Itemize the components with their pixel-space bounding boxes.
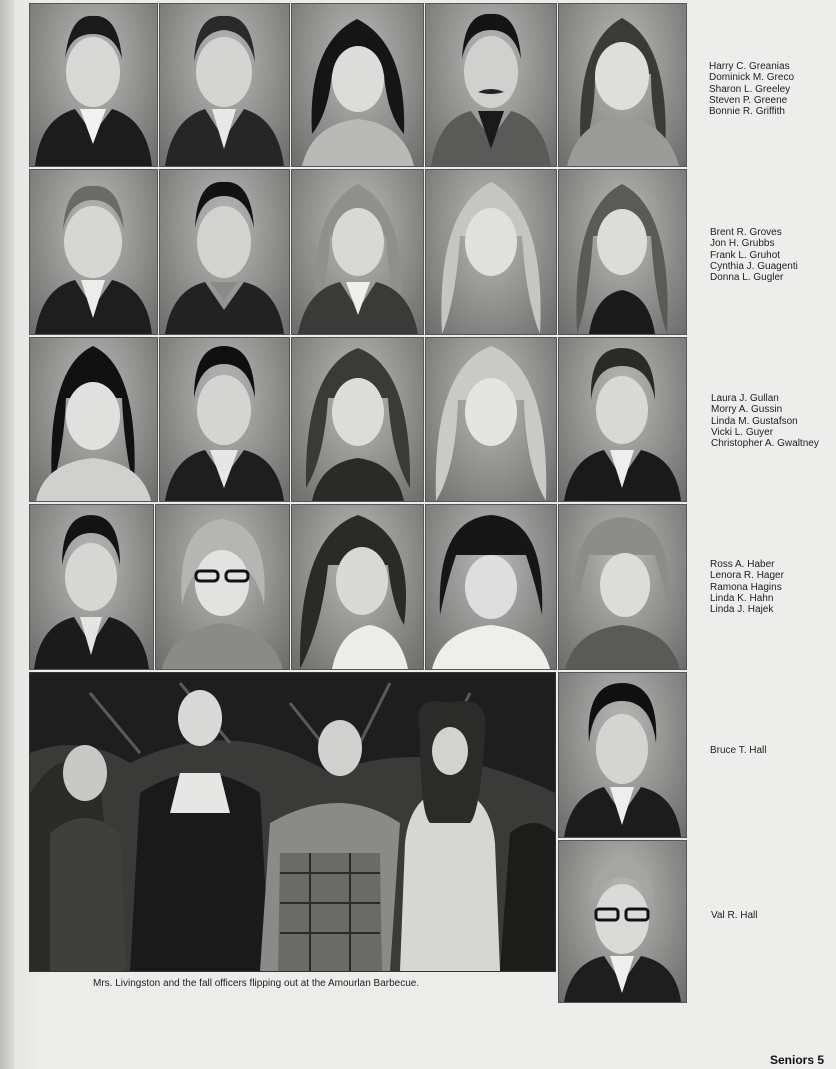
portrait-photo xyxy=(29,337,158,502)
student-name: Sharon L. Greeley xyxy=(709,83,791,95)
student-name: Laura J. Gullan xyxy=(711,393,779,404)
student-name: Linda M. Gustafson xyxy=(711,415,798,427)
portrait-photo xyxy=(425,3,557,167)
student-name: Val R. Hall xyxy=(711,910,758,921)
student-name: Dominick M. Greco xyxy=(709,72,795,84)
name-list xyxy=(711,393,819,449)
student-name: Linda K. Hahn xyxy=(710,592,774,604)
name-list xyxy=(709,61,794,117)
portrait-photo xyxy=(159,3,290,167)
portrait-photo xyxy=(291,504,424,670)
portrait-photo xyxy=(29,504,154,670)
portrait-photo xyxy=(155,504,290,670)
student-name: Jon H. Grubbs xyxy=(710,238,775,250)
portrait-photo xyxy=(558,840,687,1003)
photo-caption: Mrs. Livingston and the fall officers flipping out at the Amourlan Barbecue. xyxy=(93,978,420,989)
name-list xyxy=(710,745,767,756)
student-name: Vicki L. Guyer xyxy=(711,426,774,438)
name-list xyxy=(710,227,798,283)
name-list xyxy=(710,559,784,615)
student-name: Lenora R. Hager xyxy=(710,570,784,582)
student-name: Steven P. Greene xyxy=(709,94,788,106)
group-candid-photo xyxy=(29,672,556,972)
portrait-photo xyxy=(425,169,557,335)
student-name: Christopher A. Gwaltney xyxy=(711,438,819,450)
page-footer: Seniors 5 xyxy=(770,1053,825,1067)
student-name: Ross A. Haber xyxy=(710,559,775,570)
student-name: Bruce T. Hall xyxy=(710,745,767,756)
student-name: Ramona Hagins xyxy=(710,581,782,593)
page-gutter xyxy=(0,0,14,1069)
portrait-photo xyxy=(291,337,424,502)
portrait-photo xyxy=(29,169,158,335)
portrait-photo xyxy=(29,3,158,167)
portrait-photo xyxy=(558,504,687,670)
portrait-photo xyxy=(558,672,687,838)
student-name: Linda J. Hajek xyxy=(710,604,774,616)
student-name: Morry A. Gussin xyxy=(711,404,783,416)
portrait-photo xyxy=(425,337,557,502)
portrait-photo xyxy=(291,3,424,167)
student-name: Brent R. Groves xyxy=(710,227,782,238)
portrait-photo xyxy=(425,504,557,670)
portrait-photo xyxy=(291,169,424,335)
portrait-photo xyxy=(558,169,687,335)
portrait-photo xyxy=(558,337,687,502)
portrait-photo xyxy=(159,337,290,502)
student-name: Cynthia J. Guagenti xyxy=(710,260,798,272)
portrait-photo xyxy=(558,3,687,167)
name-list xyxy=(711,910,758,921)
student-name: Frank L. Gruhot xyxy=(710,249,781,261)
portrait-photo xyxy=(159,169,290,335)
student-name: Harry C. Greanias xyxy=(709,61,790,72)
student-name: Donna L. Gugler xyxy=(710,272,784,284)
student-name: Bonnie R. Griffith xyxy=(709,106,785,118)
